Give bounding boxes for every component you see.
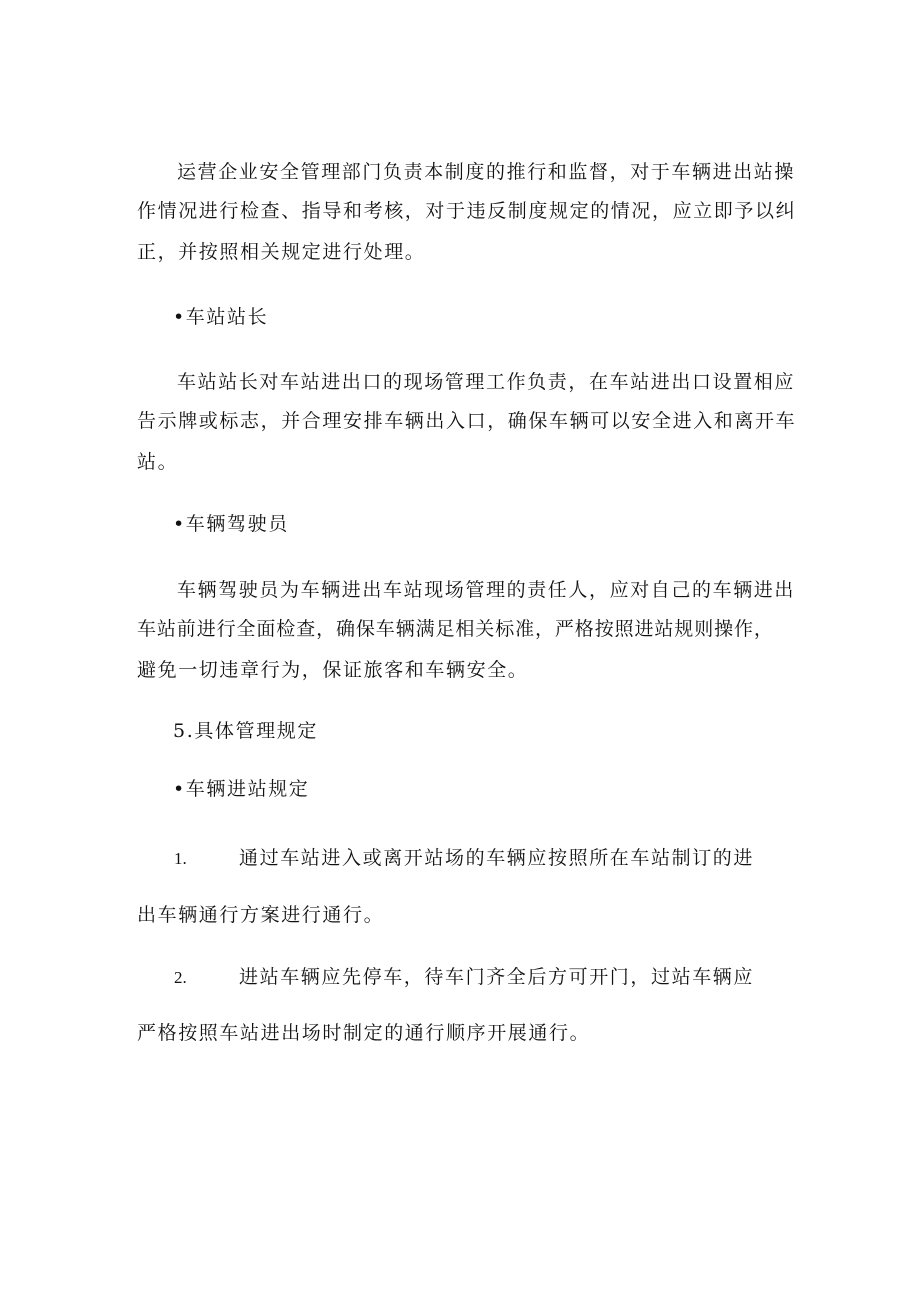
section-heading-station-master: •车站站长 [173, 306, 269, 328]
paragraph-1-line-2: 作情况进行检查、指导和考核，对于违反制度规定的情况，应立即予以纠 [137, 200, 797, 222]
list-item-2-line-1: 进站车辆应先停车，待车门齐全后方可开门，过站车辆应 [239, 966, 755, 988]
paragraph-1-line-3: 正，并按照相关规定进行处理。 [137, 241, 426, 263]
section-heading-driver: •车辆驾驶员 [173, 513, 289, 535]
list-item-2-line-2: 严格按照车站进出场时制定的通行顺序开展通行。 [137, 1022, 591, 1044]
list-item-1-number: 1. [174, 849, 187, 868]
list-item-2-number: 2. [174, 968, 187, 987]
section-heading-entry-rules: •车辆进站规定 [173, 778, 310, 800]
paragraph-2-line-3: 站。 [137, 451, 179, 473]
section-heading-regulations: 5.具体管理规定 [173, 720, 318, 742]
paragraph-2-line-2: 告示牌或标志，并合理安排车辆出入口，确保车辆可以安全进入和离开车 [137, 410, 797, 432]
paragraph-2-line-1: 车站站长对车站进出口的现场管理工作负责，在车站进出口设置相应 [177, 371, 796, 393]
paragraph-3-line-3: 避免一切违章行为，保证旅客和车辆安全。 [137, 659, 529, 681]
list-item-1-line-2: 出车辆通行方案进行通行。 [137, 904, 385, 926]
paragraph-3-line-2: 车站前进行全面检查，确保车辆满足相关标准，严格按照进站规则操作， [137, 618, 774, 640]
paragraph-1-line-1: 运营企业安全管理部门负责本制度的推行和监督，对于车辆进出站操 [177, 161, 796, 183]
list-item-1-line-1: 通过车站进入或离开站场的车辆应按照所在车站制订的进 [239, 847, 755, 869]
paragraph-3-line-1: 车辆驾驶员为车辆进出车站现场管理的责任人，应对自己的车辆进出 [177, 579, 796, 601]
